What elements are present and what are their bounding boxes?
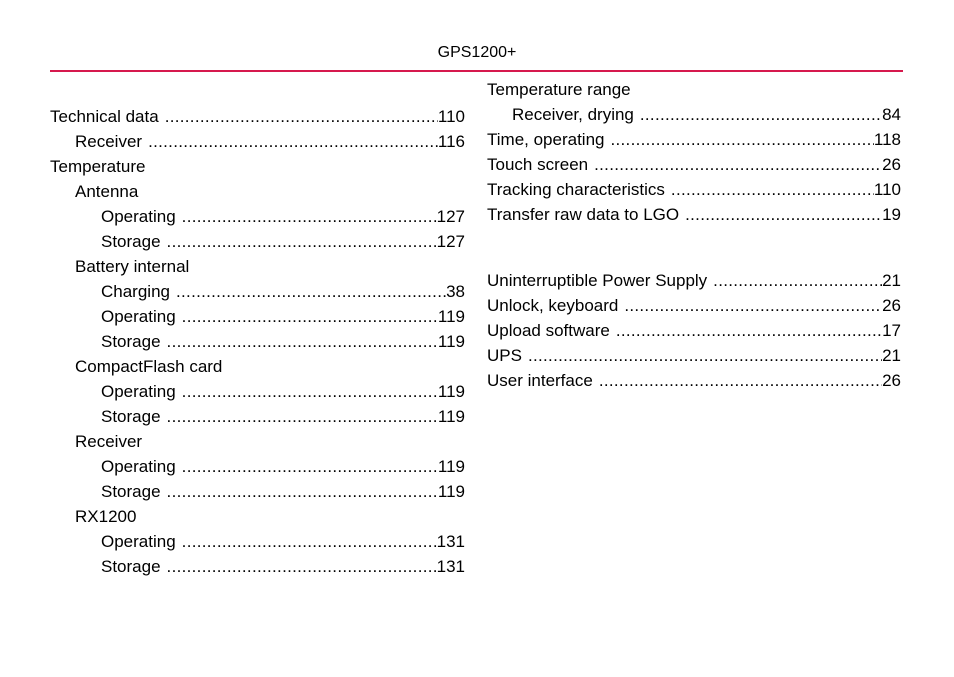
index-entry xyxy=(50,356,465,378)
index-entry-page: 84 xyxy=(882,105,901,124)
index-entry xyxy=(487,154,901,176)
index-entry-page: 116 xyxy=(437,132,465,151)
dot-leader xyxy=(634,104,882,126)
index-entry-label: Storage xyxy=(101,332,161,351)
dot-leader xyxy=(176,531,437,553)
index-entry xyxy=(487,295,901,317)
index-entry xyxy=(50,456,465,478)
dot-leader xyxy=(588,154,882,176)
index-entry xyxy=(50,131,465,153)
index-entry xyxy=(487,129,901,151)
dot-leader xyxy=(610,320,882,342)
dot-leader xyxy=(707,270,882,292)
index-entry-label: Charging xyxy=(101,282,170,301)
dot-leader xyxy=(161,231,437,253)
index-entry xyxy=(50,331,465,353)
dot-leader xyxy=(161,331,438,353)
index-entry xyxy=(487,104,901,126)
index-entry xyxy=(50,206,465,228)
index-entry xyxy=(487,79,901,101)
index-entry-label: Time, operating xyxy=(487,130,605,149)
dot-leader xyxy=(159,106,438,128)
dot-leader xyxy=(593,370,882,392)
index-entry-page: 26 xyxy=(882,296,901,315)
index-entry xyxy=(50,231,465,253)
index-entry-label: Storage xyxy=(101,482,161,501)
index-entry-page: 17 xyxy=(882,321,901,340)
index-entry xyxy=(50,556,465,578)
index-entry-label: Tracking characteristics xyxy=(487,180,665,199)
index-entry xyxy=(50,281,465,303)
index-entry-page: 21 xyxy=(882,346,901,365)
index-entry-page: 110 xyxy=(437,107,465,126)
index-entry-label: Operating xyxy=(101,307,176,326)
index-entry-label: Antenna xyxy=(75,182,139,201)
dot-leader xyxy=(665,179,874,201)
dot-leader xyxy=(161,481,438,503)
index-entry-label: CompactFlash card xyxy=(75,357,223,376)
index-entry-page: 119 xyxy=(437,382,465,401)
index-entry-label: Storage xyxy=(101,232,161,251)
dot-leader xyxy=(176,381,438,403)
index-entry xyxy=(487,345,901,367)
index-entry-page: 118 xyxy=(873,130,901,149)
index-entry-label: Receiver xyxy=(75,132,143,151)
index-entry xyxy=(50,431,465,453)
index-entry-label: Touch screen xyxy=(487,155,589,174)
dot-leader xyxy=(604,129,873,151)
index-entry-page: 38 xyxy=(446,282,465,301)
dot-leader xyxy=(679,204,882,226)
index-entry-page: 119 xyxy=(437,407,465,426)
index-entry xyxy=(487,270,901,292)
index-entry-label: Receiver, drying xyxy=(512,105,634,124)
index-entry xyxy=(487,320,901,342)
index-entry xyxy=(50,106,465,128)
index-entry-page: 127 xyxy=(436,207,465,226)
index-entry-page: 26 xyxy=(882,371,901,390)
index-entry-label: User interface xyxy=(487,371,593,390)
index-entry xyxy=(50,531,465,553)
dot-leader xyxy=(176,456,438,478)
header-divider xyxy=(50,70,903,72)
index-entry xyxy=(50,156,465,178)
index-entry-label: Operating xyxy=(101,532,176,551)
dot-leader xyxy=(170,281,446,303)
index-entry-label: Uninterruptible Power Supply xyxy=(487,271,708,290)
index-entry-label: UPS xyxy=(487,346,522,365)
index-entry xyxy=(50,256,465,278)
index-entry-page: 131 xyxy=(436,557,465,576)
index-entry-label: Transfer raw data to LGO xyxy=(487,205,680,224)
index-entry xyxy=(50,306,465,328)
index-entry-label: Operating xyxy=(101,207,176,226)
index-entry-label: Upload software xyxy=(487,321,610,340)
index-entry-page: 119 xyxy=(437,482,465,501)
index-entry xyxy=(50,181,465,203)
index-entry-label: Operating xyxy=(101,382,176,401)
index-entry-label: Storage xyxy=(101,557,161,576)
index-entry xyxy=(487,204,901,226)
index-entry-page: 119 xyxy=(437,307,465,326)
index-entry xyxy=(487,370,901,392)
dot-leader xyxy=(176,306,438,328)
index-entry xyxy=(50,481,465,503)
index-entry-label: RX1200 xyxy=(75,507,137,526)
index-entry-label: Battery internal xyxy=(75,257,190,276)
dot-leader xyxy=(522,345,882,367)
dot-leader xyxy=(618,295,882,317)
index-entry-page: 119 xyxy=(437,332,465,351)
index-entry-page: 131 xyxy=(436,532,465,551)
dot-leader xyxy=(161,406,438,428)
dot-leader xyxy=(142,131,438,153)
index-entry-label: Storage xyxy=(101,407,161,426)
index-entry-label: Temperature range xyxy=(487,80,631,99)
page-header-title: GPS1200+ xyxy=(437,44,517,61)
index-entry xyxy=(50,506,465,528)
index-entry-page: 19 xyxy=(882,205,901,224)
index-entry-page: 110 xyxy=(873,180,901,199)
index-entry-page: 127 xyxy=(436,232,465,251)
index-entry xyxy=(487,179,901,201)
index-entry xyxy=(50,381,465,403)
index-entry-page: 21 xyxy=(882,271,901,290)
dot-leader xyxy=(161,556,437,578)
index-entry-label: Technical data xyxy=(50,107,159,126)
index-entry-label: Temperature xyxy=(50,157,146,176)
index-entry-page: 26 xyxy=(882,155,901,174)
index-entry-label: Operating xyxy=(101,457,176,476)
index-entry-label: Unlock, keyboard xyxy=(487,296,619,315)
index-entry-page: 119 xyxy=(437,457,465,476)
dot-leader xyxy=(176,206,437,228)
index-entry-label: Receiver xyxy=(75,432,143,451)
index-entry xyxy=(50,406,465,428)
